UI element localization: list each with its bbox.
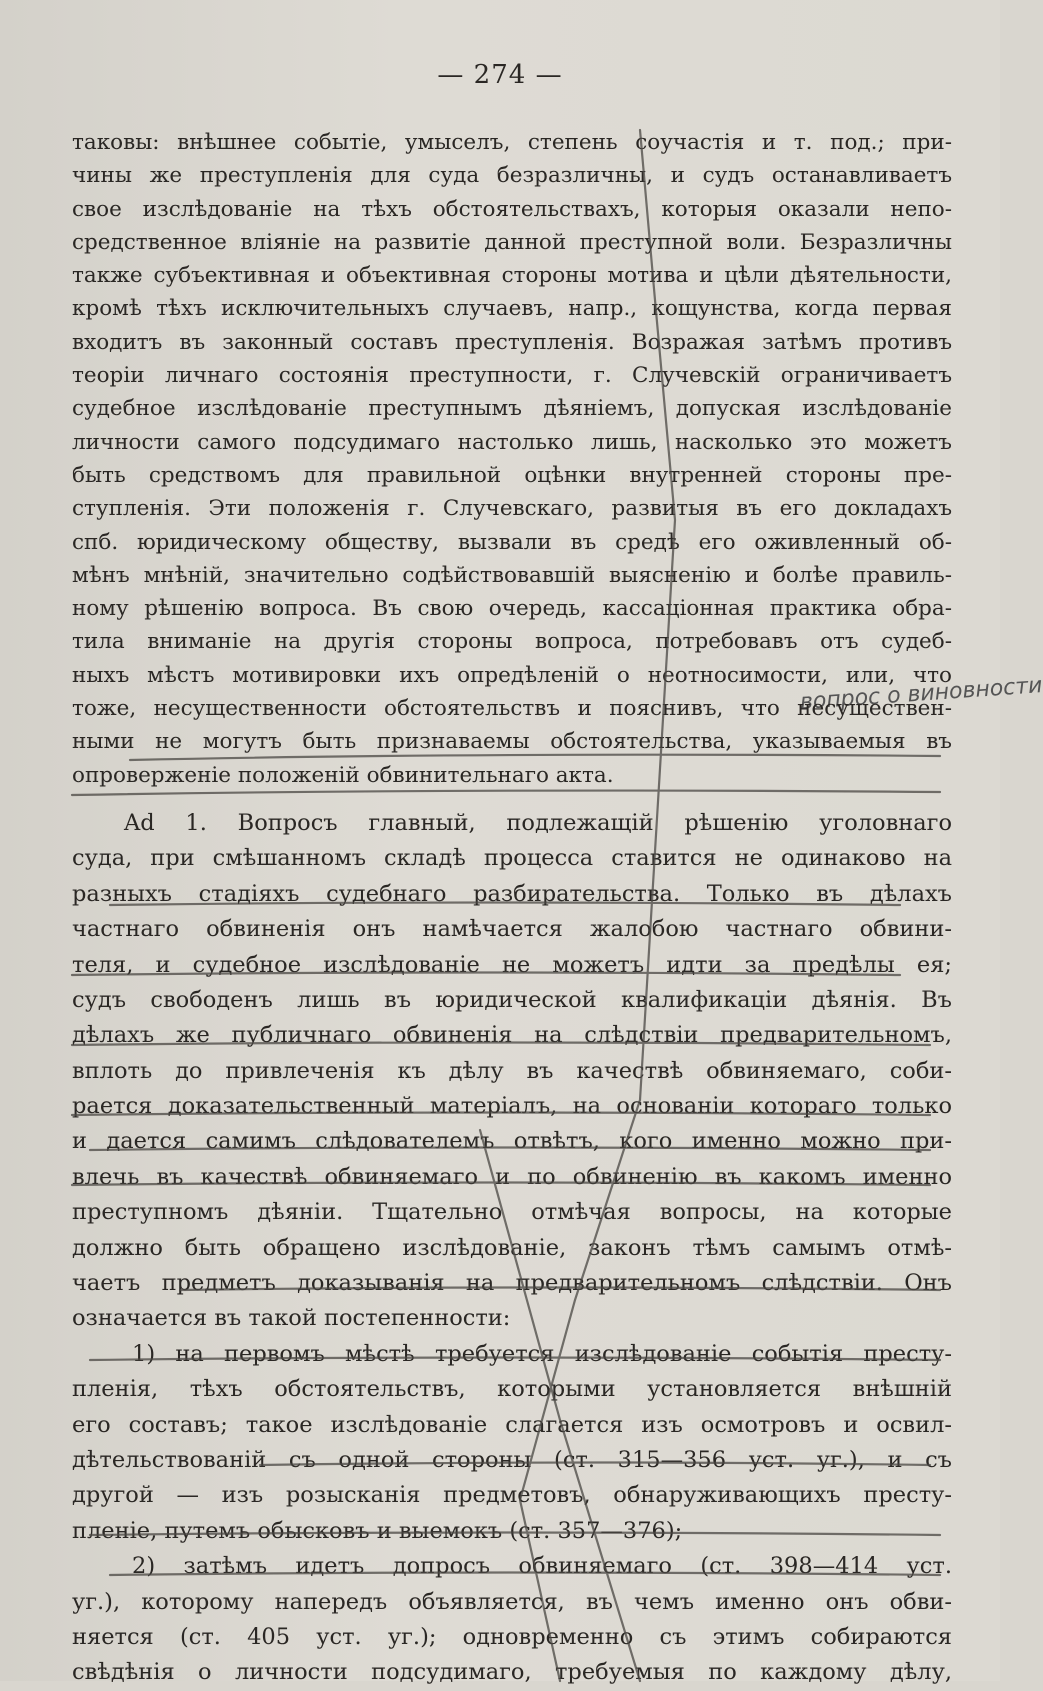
list-item-line: уг.), которому напередъ объявляется, въ чемъ именно онъ обви- (72, 1588, 952, 1615)
text-line: быть средствомъ для правильной оцѣнки внутренней стороны пре- (72, 462, 952, 488)
text-line: теоріи личнаго состоянія преступности, г. Случевскій ограничиваетъ (72, 363, 952, 389)
text-line: влечь въ качествѣ обвиняемаго и по обвиненію въ какомъ именно (72, 1163, 952, 1190)
list-item-line: его составъ; такое изслѣдованіе слагается изъ осмотровъ и освил- (72, 1411, 952, 1438)
text-line: тоже, несущественности обстоятельствъ и пояснивъ, что несуществен- (72, 696, 952, 722)
text-line: ныхъ мѣстъ мотивировки ихъ опредѣленій о неотносимости, или, что (72, 662, 952, 688)
text-line: свое изслѣдованіе на тѣхъ обстоятельствахъ, которыя оказали непо- (72, 196, 952, 222)
text-line: таковы: внѣшнее событіе, умыселъ, степень соучастія и т. под.; при- (72, 130, 952, 155)
list-item-line: свѣдѣнія о личности подсудимаго, требуемыя по каждому дѣлу, (72, 1659, 952, 1686)
text-line: рается доказательственный матеріалъ, на основаніи котораго только (72, 1093, 952, 1120)
list-item-line: 1) на первомъ мѣстѣ требуется изслѣдованіе событія престу- (132, 1340, 952, 1367)
list-item-line: пленіе, путемъ обысковъ и выемокъ (ст. 357—376); (72, 1517, 683, 1544)
text-line: судебное изслѣдованіе преступнымъ дѣяніемъ, допуская изслѣдованіе (72, 396, 952, 422)
text-line: средственное вліяніе на развитіе данной преступной воли. Безразличны (72, 229, 952, 255)
text-line: личности самого подсудимаго настолько лишь, насколько это можетъ (72, 429, 952, 455)
text-line: чины же преступленія для суда безразличны, и судъ останавливаетъ (72, 163, 952, 189)
text-line: частнаго обвиненія онъ намѣчается жалобою частнаго обвини- (72, 916, 952, 943)
text-line: опроверженіе положеній обвинительнаго акта. (72, 762, 614, 788)
text-line: преступномъ дѣяніи. Тщательно отмѣчая вопросы, на которые (72, 1199, 952, 1226)
text-line: должно быть обращено изслѣдованіе, законъ тѣмъ самымъ отмѣ- (72, 1234, 952, 1261)
text-line: теля, и судебное изслѣдованіе не можетъ идти за предѣлы ея; (72, 951, 952, 978)
text-line: входитъ въ законный составъ преступленія. Возражая затѣмъ противъ (72, 329, 952, 355)
page-number: — 274 — (437, 60, 563, 90)
paragraph-2 (72, 806, 952, 1691)
text-line: спб. юридическому обществу, вызвали въ средѣ его оживленный об- (72, 529, 952, 555)
text-line: ными не могутъ быть признаваемы обстоятельства, указываемыя въ (72, 729, 952, 755)
text-line: чаетъ предметъ доказыванія на предварительномъ слѣдствіи. Онъ (72, 1270, 952, 1297)
list-item-line: дѣтельствованій съ одной стороны (ст. 315—356 уст. уг.), и съ (72, 1446, 952, 1473)
text-line: тила вниманіе на другія стороны вопроса, потребовавъ отъ судеб- (72, 629, 952, 655)
text-line: суда, при смѣшанномъ складѣ процесса ставится не одинаково на (72, 845, 952, 872)
list-item-line: няется (ст. 405 уст. уг.); одновременно съ этимъ собираются (72, 1623, 952, 1650)
list-item-line: другой — изъ розысканія предметовъ, обнаруживающихъ престу- (72, 1482, 952, 1509)
text-line: вплоть до привлеченія къ дѣлу въ качествѣ обвиняемаго, соби- (72, 1057, 952, 1084)
paragraph-1 (72, 126, 952, 792)
text-line: дѣлахъ же публичнаго обвиненія на слѣдствіи предварительномъ, (72, 1022, 952, 1049)
text-line: также субъективная и объективная стороны мотива и цѣли дѣятельности, (72, 263, 952, 289)
text-line: ступленія. Эти положенія г. Случевскаго, развитыя въ его докладахъ (72, 496, 952, 522)
list-item-line: 2) затѣмъ идетъ допросъ обвиняемаго (ст. 398—414 уст. (132, 1553, 952, 1580)
text-line: кромѣ тѣхъ исключительныхъ случаевъ, напр., кощунства, когда первая (72, 296, 952, 322)
text-line: разныхъ стадіяхъ судебнаго разбирательства. Только въ дѣлахъ (72, 880, 952, 907)
handwritten-margin-note: вопрос о виновности (799, 673, 1043, 715)
text-line: и дается самимъ слѣдователемъ отвѣтъ, кого именно можно при- (72, 1128, 952, 1155)
text-line: ному рѣшенію вопроса. Въ свою очередь, кассаціонная практика обра- (72, 596, 952, 622)
text-line: означается въ такой постепенности: (72, 1305, 511, 1332)
list-item-line: пленія, тѣхъ обстоятельствъ, которыми установляется внѣшній (72, 1376, 952, 1403)
page-text (72, 126, 952, 1691)
text-line: мѣнъ мнѣній, значительно содѣйствовавшій выясненію и болѣе правиль- (72, 562, 952, 588)
text-line: Ad 1. Вопросъ главный, подлежащій рѣшенію уголовнаго (124, 809, 952, 836)
text-line: судъ свободенъ лишь въ юридической квалификаціи дѣянія. Въ (72, 986, 952, 1013)
